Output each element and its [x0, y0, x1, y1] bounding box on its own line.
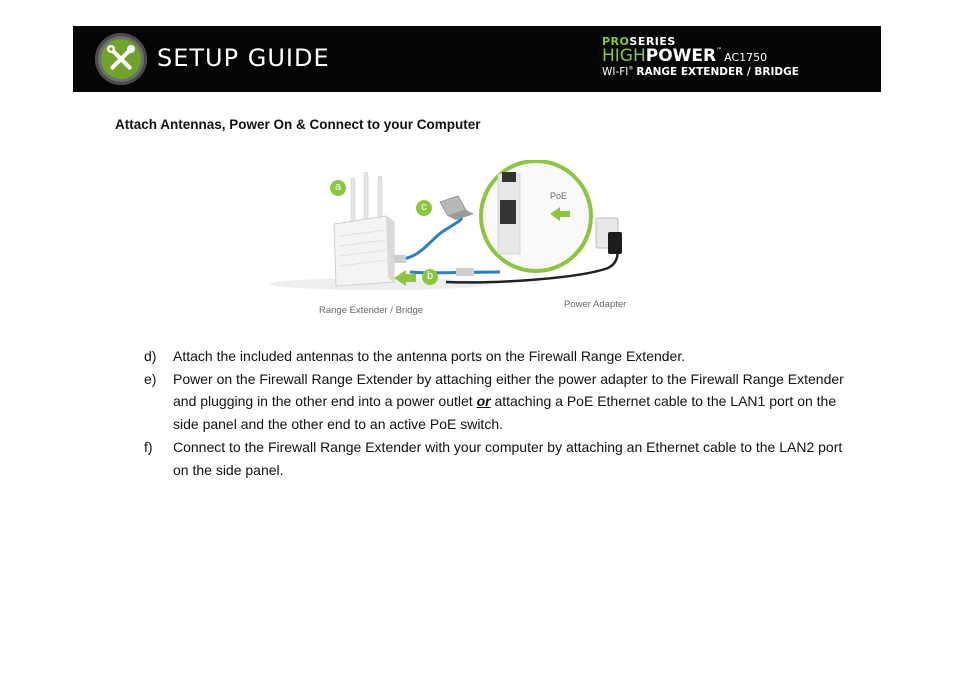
step-text-before: Power on the Firewall Range Extender by attaching either the power adapter to the Firewall Range Extender and plugging in the other end into a power outlet — [173, 370, 844, 410]
zoom-circle — [481, 161, 591, 271]
brand-reg: ® — [628, 66, 634, 72]
steps-list — [144, 345, 844, 481]
step-text-after: attaching a PoE Ethernet cable to the LAN1 port on the side panel and the other end to an active PoE switch. — [173, 393, 837, 433]
step-marker: e) — [144, 370, 157, 387]
brand-high: HIGH — [602, 46, 646, 66]
ethernet-cable-blue — [394, 212, 461, 260]
tools-logo-icon — [95, 33, 147, 85]
step-e — [144, 368, 844, 436]
caption-range-extender: Range Extender / Bridge — [319, 305, 424, 316]
step-text: Attach the included antennas to the antenna ports on the Firewall Range Extender. — [173, 348, 686, 364]
power-adapter — [608, 232, 622, 254]
brand-tm: ™ — [716, 47, 723, 54]
poe-label: PoE — [550, 191, 568, 201]
step-marker: f) — [144, 438, 153, 455]
badge-a-label: a — [334, 181, 342, 193]
setup-illustration — [260, 160, 660, 325]
step-text: Connect to the Firewall Range Extender with your computer by attaching an Ethernet cable to the LAN2 port on the side panel. — [173, 438, 843, 478]
brand-pro: PRO — [602, 35, 630, 48]
brand-model: AC1750 — [724, 51, 768, 64]
router-body — [334, 216, 394, 286]
header-banner — [73, 26, 881, 92]
step-d — [144, 345, 844, 368]
step-emphasis-or: or — [476, 393, 491, 410]
product-brand — [602, 36, 799, 78]
brand-range: RANGE EXTENDER / BRIDGE — [636, 66, 799, 78]
section-heading: Attach Antennas, Power On & Connect to your Computer — [115, 117, 481, 132]
step-f — [144, 436, 844, 481]
caption-power-adapter: Power Adapter — [564, 299, 627, 310]
step-marker: d) — [144, 348, 157, 364]
badge-c-label: c — [421, 201, 427, 213]
brand-wifi: WI-FI — [602, 66, 629, 78]
brand-series: SERIES — [629, 35, 676, 48]
brand-power: POWER — [645, 46, 717, 66]
badge-b-label: b — [426, 270, 434, 282]
setup-guide-title: SETUP GUIDE — [157, 44, 330, 72]
